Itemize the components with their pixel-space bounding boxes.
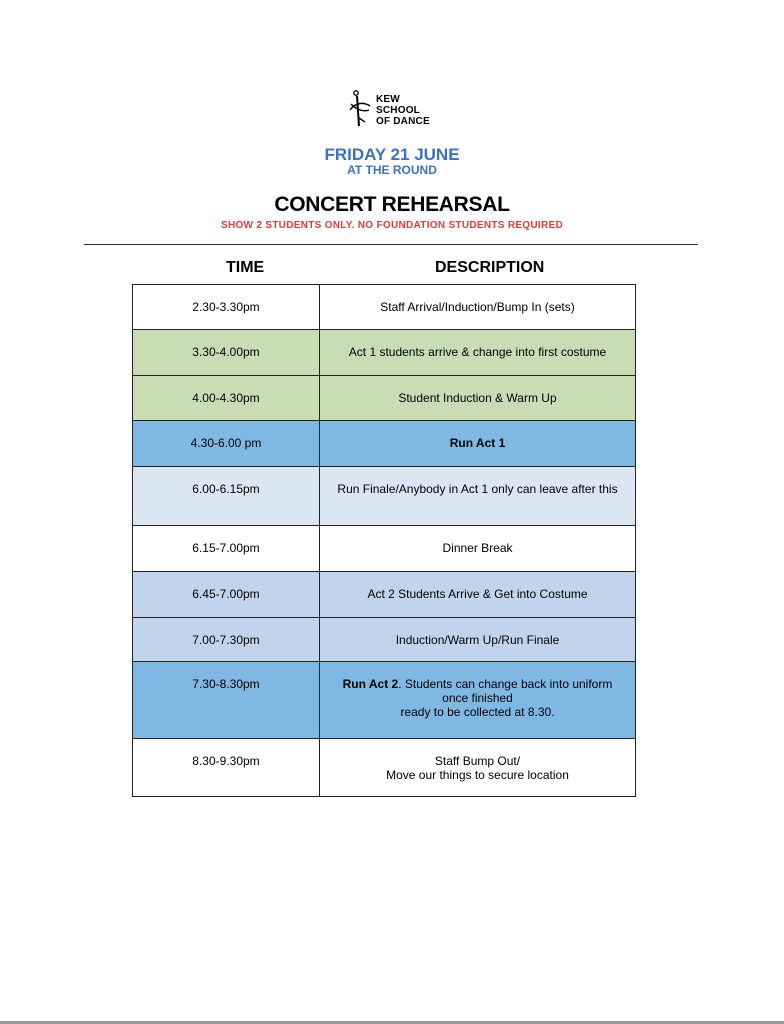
description-cell: Act 2 Students Arrive & Get into Costume (320, 572, 636, 618)
description-cell: Induction/Warm Up/Run Finale (320, 618, 636, 662)
description-bold: Run Act 2 (342, 677, 399, 691)
time-cell: 6.15-7.00pm (133, 526, 320, 572)
table-row (133, 572, 636, 618)
logo-line-1: KEW (376, 94, 400, 105)
description-column-header: DESCRIPTION (435, 259, 545, 276)
table-row (133, 285, 636, 330)
description-cell (320, 662, 636, 739)
time-cell: 3.30-4.00pm (133, 330, 320, 376)
description-line-1: Staff Bump Out/ (434, 754, 521, 768)
description-cell (320, 739, 636, 797)
time-cell: 2.30-3.30pm (133, 285, 320, 330)
time-cell: 8.30-9.30pm (133, 739, 320, 797)
event-venue: AT THE ROUND (347, 163, 437, 177)
time-cell: 4.30-6.00 pm (133, 421, 320, 467)
description-cell: Student Induction & Warm Up (320, 376, 636, 421)
time-cell: 7.00-7.30pm (133, 618, 320, 662)
table-row (133, 618, 636, 662)
description-rest: . Students can change back into uniform once finished (398, 677, 613, 705)
logo-line-2: SCHOOL (376, 105, 420, 116)
description-cell: Run Finale/Anybody in Act 1 only can leave after this (320, 467, 636, 526)
table-row (133, 330, 636, 376)
table-row (133, 526, 636, 572)
table-row (133, 739, 636, 797)
page-title: CONCERT REHEARSAL (274, 193, 510, 216)
time-cell: 6.00-6.15pm (133, 467, 320, 526)
logo-line-3: OF DANCE (376, 116, 430, 127)
description-line-2: Move our things to secure location (386, 768, 569, 782)
school-logo (348, 88, 448, 132)
table-row (133, 376, 636, 421)
description-cell: Act 1 students arrive & change into first costume (320, 330, 636, 376)
notice-text: SHOW 2 STUDENTS ONLY. NO FOUNDATION STUDENTS REQUIRED (220, 220, 564, 231)
event-date: FRIDAY 21 JUNE (324, 145, 460, 164)
description-cell: Dinner Break (320, 526, 636, 572)
table-row (133, 421, 636, 467)
time-cell: 7.30-8.30pm (133, 662, 320, 739)
description-cell: Run Act 1 (320, 421, 636, 467)
table-row (133, 467, 636, 526)
schedule-table (132, 284, 636, 797)
logo-wordmark (376, 94, 430, 127)
description-cell: Staff Arrival/Induction/Bump In (sets) (320, 285, 636, 330)
divider (84, 244, 698, 245)
time-column-header: TIME (226, 259, 265, 276)
time-cell: 4.00-4.30pm (133, 376, 320, 421)
time-cell: 6.45-7.00pm (133, 572, 320, 618)
dancer-figure-icon (348, 88, 374, 130)
description-line-2: ready to be collected at 8.30. (400, 705, 555, 719)
table-row (133, 662, 636, 739)
